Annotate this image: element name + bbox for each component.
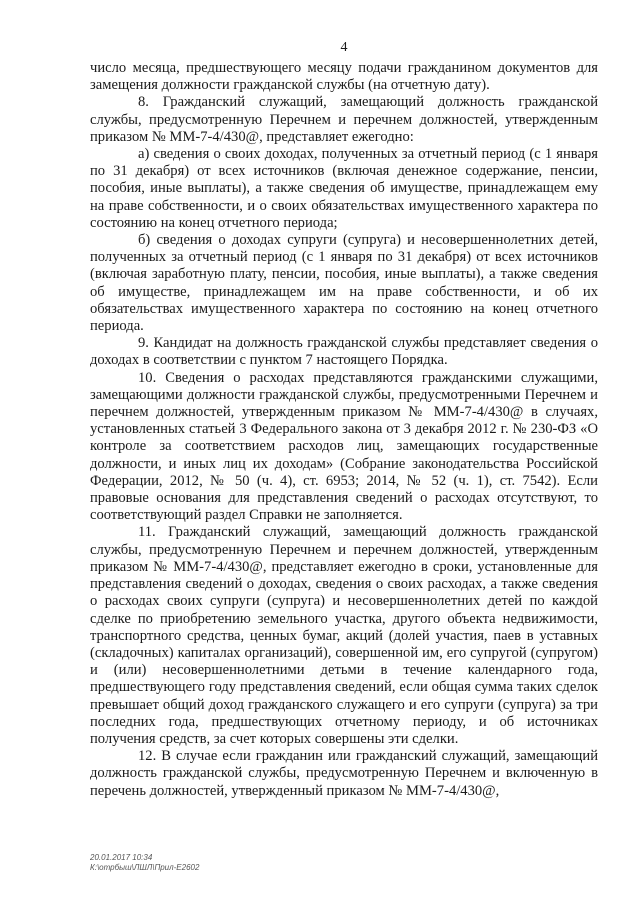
paragraph-11: 11. Гражданский служащий, замещающий должность гражданской службы, предусмотренную Перечнем и перечнем должностей, утвержденным приказом № ММ-7-4/430@, представляет ежегодно в сроки, установленные для представления сведений о доходах, сведения о своих расходах, а также сведения о расходах своих супруги (супруга) и несовершеннолетних детей по каждой сделке по приобретению земельного участка, другого объекта недвижимости, транспортного средства, ценных бумаг, акций (долей участия, паев в уставных (складочных) капиталах организаций), совершенной им, его супругой (супругом) и (или) несовершеннолетними детьми в течение календарного года, предшествующего году представления сведений, если общая сумма таких сделок превышает общий доход гражданского служащего и его супруги (супруга) за три последних года, предшествующих отчетному периоду, и об источниках получения средств, за счет которых совершены эти сделки. [90,524,598,747]
footer-timestamp: 20.01.2017 10:34 [90,853,153,862]
footer-file-path: К:\отрбыш\ЛШЛ\Прил-Е2602 [90,863,200,872]
paragraph-8b: б) сведения о доходах супруги (супруга) и несовершеннолетних детей, полученных за отчетный период (с 1 января по 31 декабря) от всех источников (включая заработную плату, пенсии, пособия, иные выплаты), а также сведения об имуществе, принадлежащем им на праве собственности, и об их обязательствах имущественного характера по состоянию на конец отчетного периода. [90,232,598,335]
paragraph-12: 12. В случае если гражданин или гражданский служащий, замещающий должность гражданской службы, предусмотренную Перечнем и включенную в перечень должностей, утвержденный приказом № ММ-7-4/430@, [90,748,598,799]
paragraph-8a: а) сведения о своих доходах, полученных за отчетный период (с 1 января по 31 декабря) от всех источников (включая денежное содержание, пенсии, пособия, иные выплаты), а также сведения об имуществе, принадлежащем ему на праве собственности, и о своих обязательствах имущественного характера по состоянию на конец отчетного периода; [90,146,598,231]
paragraph-10: 10. Сведения о расходах представляются гражданскими служащими, замещающими должности гражданской службы, предусмотренными Перечнем и перечнем должностей, утвержденным приказом № ММ-7-4/430@ в случаях, установленных статьей 3 Федерального закона от 3 декабря 2012 г. № 230-ФЗ «О контроле за соответствием расходов лиц, замещающих государственные должности, и иных лиц их доходам» (Собрание законодательства Российской Федерации, 2012, № 50 (ч. 4), ст. 6953; 2014, № 52 (ч. 1), ст. 7542). Если правовые основания для представления сведений о расходах отсутствуют, то соответствующий раздел Справки не заполняется. [90,369,598,524]
paragraph-9: 9. Кандидат на должность гражданской службы представляет сведения о доходах в соответствии с пунктом 7 настоящего Порядка. [90,335,598,369]
paragraph-8: 8. Гражданский служащий, замещающий должность гражданской службы, предусмотренную Перечнем и перечнем должностей, утвержденным приказом № ММ-7-4/430@, представляет ежегодно: [90,94,598,145]
paragraph-continuation: число месяца, предшествующего месяцу подачи гражданином документов для замещения должности гражданской службы (на отчетную дату). [90,60,598,94]
document-footer [90,853,199,873]
page-number: 4 [340,40,348,55]
